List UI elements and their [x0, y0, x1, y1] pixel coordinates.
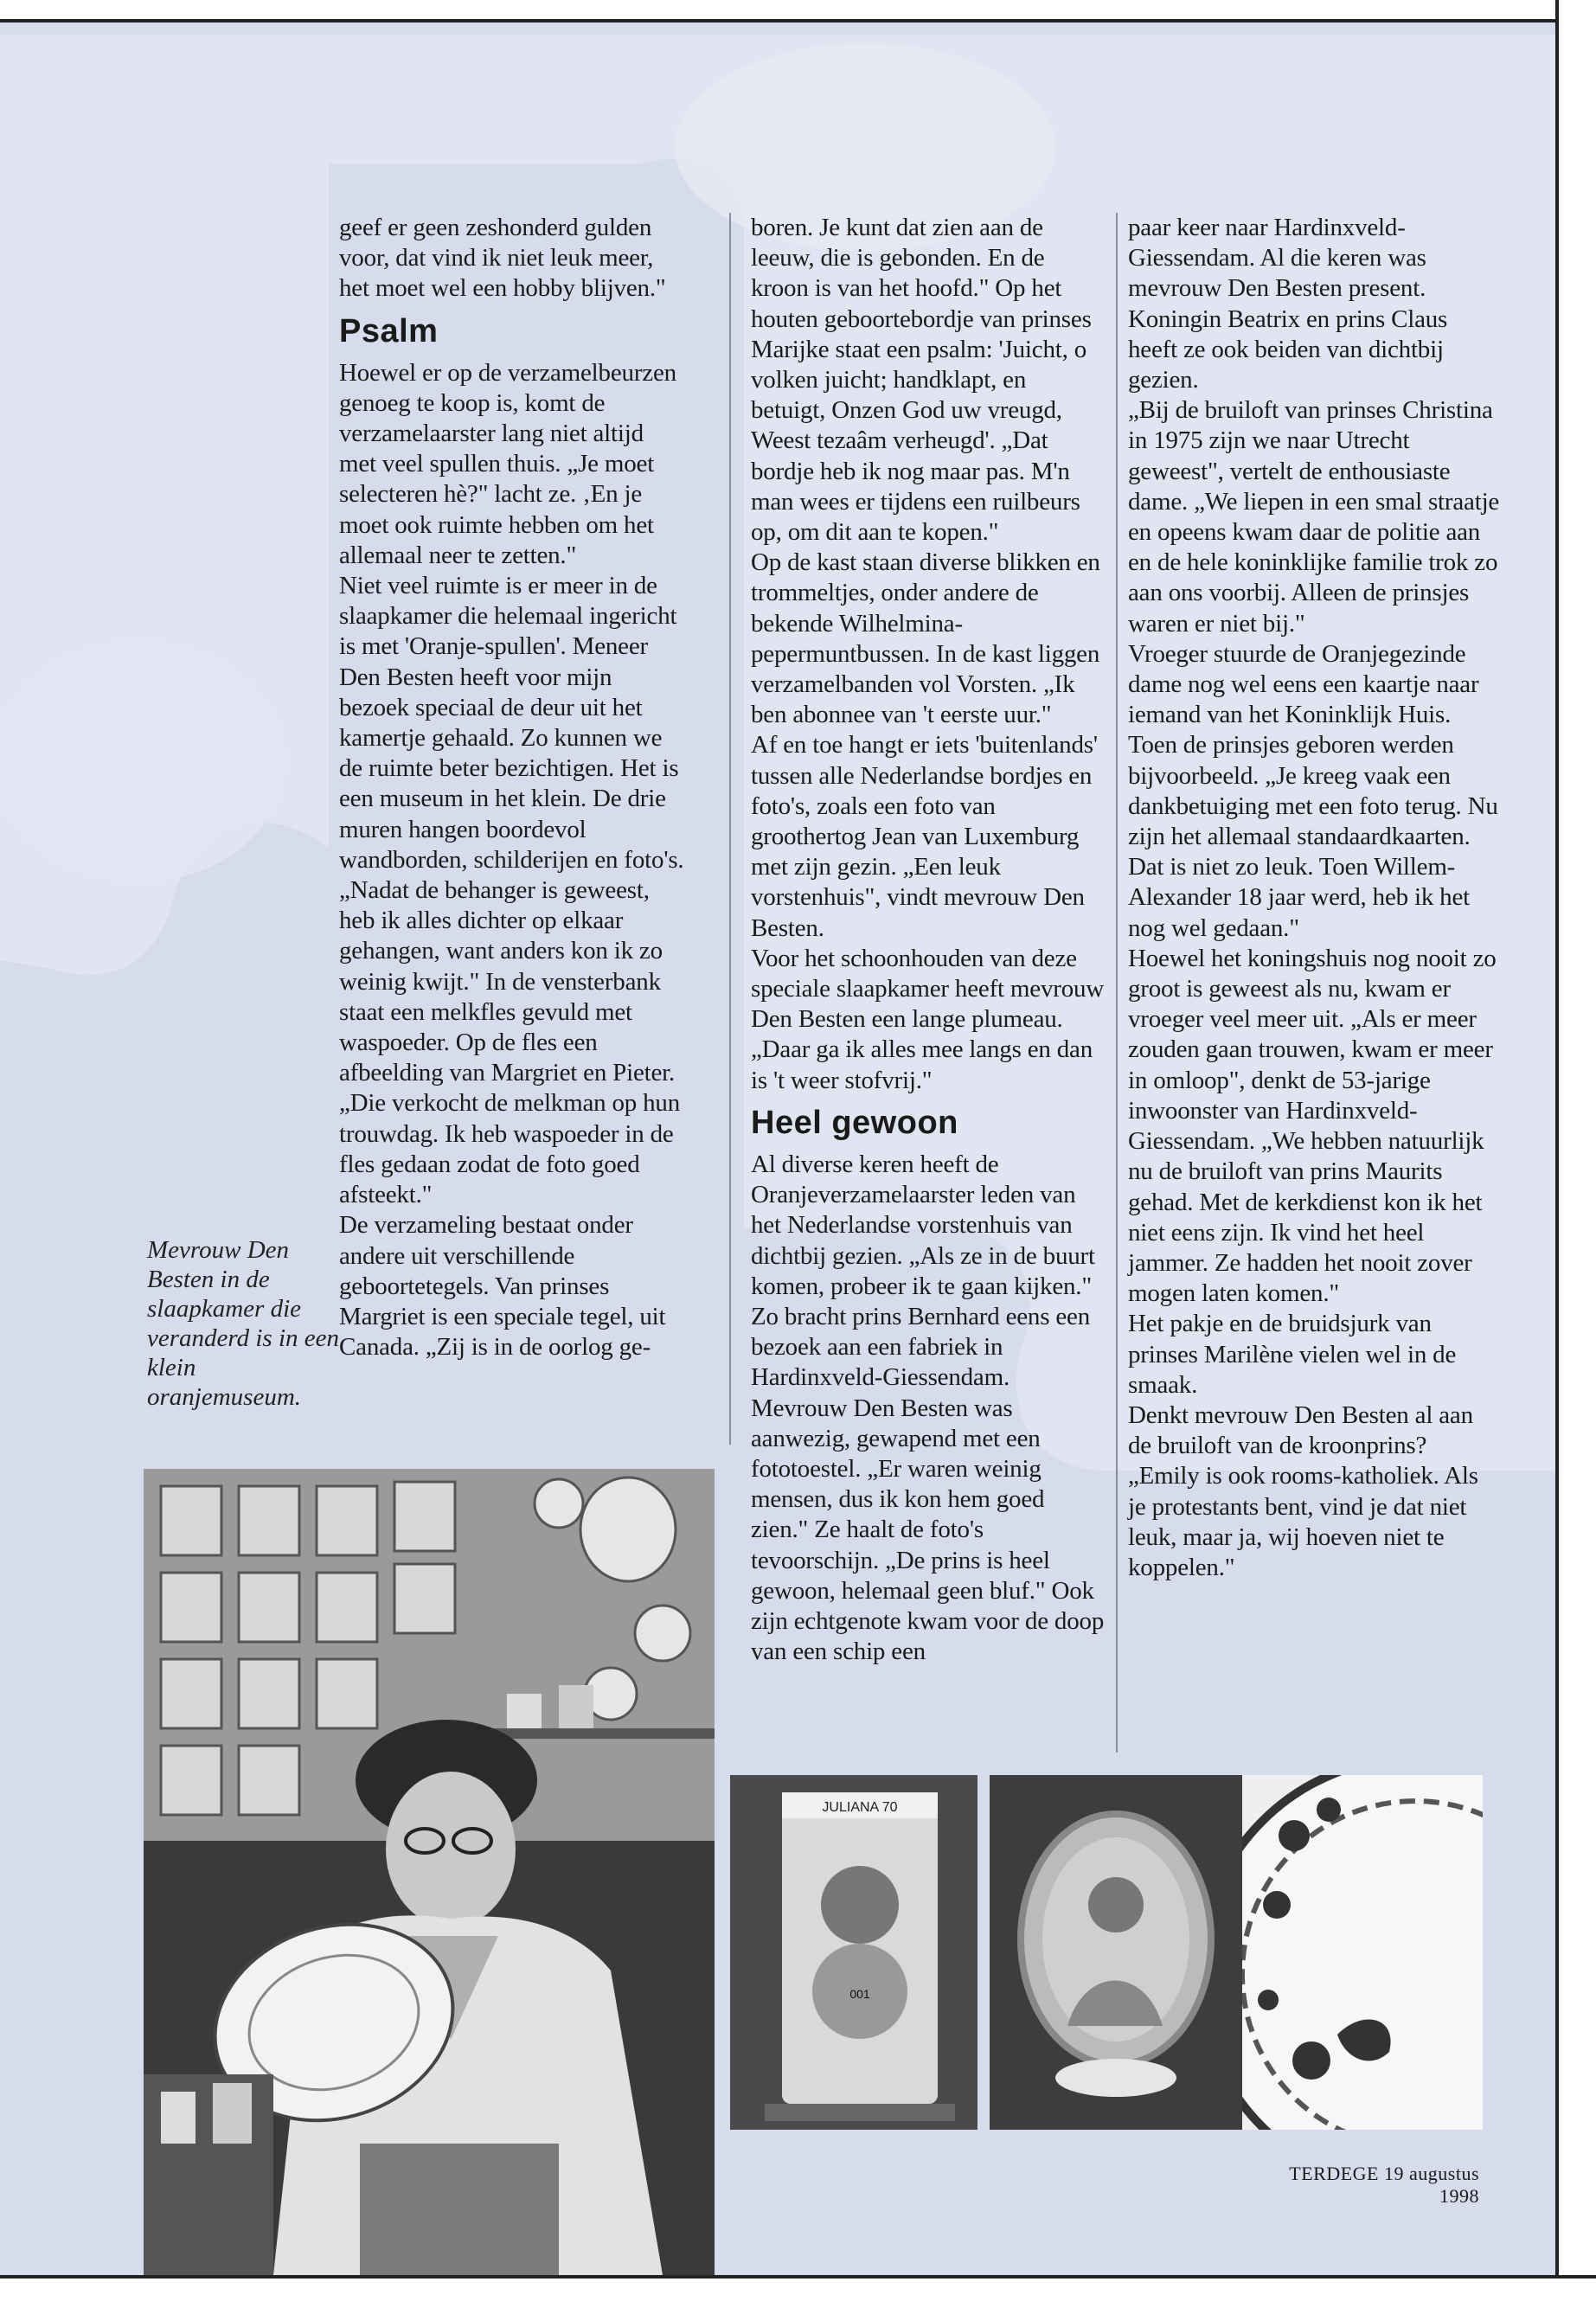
page-margin-right: [1557, 0, 1596, 2301]
subheading-heel-gewoon: Heel gewoon: [751, 1104, 958, 1141]
paragraph: De verzameling bestaat onder andere uit verschillende geboortetegels. Van prinses Margriet is een speciale tegel, uit Canada. „Zij is in de oorlog ge-: [339, 1211, 666, 1362]
subheading-psalm: Psalm: [339, 312, 439, 349]
photo-juliana-mug: [730, 1775, 977, 2130]
photo-caption: Mevrouw Den Besten in de slaapkamer die veranderd is in een klein oranjemuseum.: [147, 1236, 340, 1411]
page-margin-top: [0, 0, 1596, 21]
paragraph: Voor het schoonhouden van deze speciale slaapkamer heeft mevrouw Den Besten een lange plumeau. „Daar ga ik alles mee langs en dan is 't weer stofvrij.": [751, 944, 1105, 1094]
paragraph: „Bij de bruiloft van prinses Christina in 1975 zijn we naar Utrecht geweest", vertelt de enthousiaste dame. „We liepen in een smal straatje en opeens kwam daar de politie aan en de hele koninklijke familie trok zo aan ons voorbij. Alleen de prinsjes waren er niet bij.": [1128, 396, 1500, 638]
paragraph: paar keer naar Hardinxveld-Giessendam. Al die keren was mevrouw Den Besten present. Koningin Beatrix en prins Claus heeft ze ook beiden van dichtbij gezien.: [1128, 214, 1448, 394]
mug-label: JULIANA 70: [822, 1800, 898, 1815]
column-rule-1: [729, 213, 731, 1445]
paragraph: Vroeger stuurde de Oranjegezinde dame nog wel eens een kaartje naar iemand van het Koninklijk Huis. Toen de prinsjes geboren werden bijvoorbeeld. „Je kreeg vaak een dankbetuiging met een foto terug. Nu zijn het allemaal standaardkaarten. Dat is niet zo leuk. Toen Willem-Alexander 18 jaar werd, heb ik het nog wel gedaan.": [1128, 639, 1498, 942]
paragraph: Het pakje en de bruidsjurk van prinses Marilène vielen wel in de smaak.: [1128, 1310, 1457, 1399]
mug-number: 001: [849, 1987, 870, 2001]
article-column-2: [751, 213, 1106, 1667]
paragraph: Hoewel er op de verzamelbeurzen genoeg te koop is, komt de verzamelaarster lang niet altijd met veel spullen thuis. „Je moet selecteren hè?" lacht ze. ‚En je moet ook ruimte hebben om het allemaal neer te zetten.": [339, 358, 676, 569]
paragraph: Hoewel het koningshuis nog nooit zo groot is geweest als nu, kwam er vroeger veel meer uit. „Als er meer zouden gaan trouwen, kwam er meer in omloop", denkt de 53-jarige inwoonster van Hardinxveld-Giessendam. „We hebben natuurlijk nu de bruiloft van prins Maurits gehad. Met de kerkdienst kon ik het niet eens zijn. Ik vind het heel jammer. Ze hadden het nooit zover mogen laten komen.": [1128, 944, 1497, 1308]
paragraph: geef er geen zeshonderd gulden voor, dat vind ik niet leuk meer, het moet wel een hobby blijven.": [339, 214, 666, 303]
paragraph: Denkt mevrouw Den Besten al aan de bruiloft van de kroonprins? „Emily is ook rooms-katholiek. Als je protestants bent, vind je dat niet leuk, maar ja, wij hoeven niet te koppelen.": [1128, 1400, 1478, 1581]
paragraph: Al diverse keren heeft de Oranjeverzamelaarster leden van het Nederlandse vorstenhuis van dichtbij gezien. „Als ze in de buurt komen, probeer ik te gaan kijken." Zo bracht prins Bernhard eens een bezoek aan een fabriek in Hardinxveld-Giessendam. Mevrouw Den Besten was aanwezig, gewapend met een fototoestel. „Er waren weinig mensen, dus ik kon hem goed zien." Ze haalt de foto's tevoorschijn. „De prins is heel gewoon, helemaal geen bluf." Ook zijn echtgenote kwam voor de doop van een schip een: [751, 1150, 1105, 1666]
page-border-bottom: [0, 2275, 1596, 2279]
page-footer: TERDEGE 19 augustus 1998: [1289, 2163, 1479, 2207]
page-border-right: [1555, 0, 1559, 2301]
article-column-1: [339, 213, 685, 1362]
column-rule-2: [1116, 213, 1118, 1753]
page-margin-bottom: [0, 2277, 1596, 2301]
article-column-3: [1128, 213, 1500, 1583]
page-border-top: [0, 19, 1596, 22]
paragraph: Op de kast staan diverse blikken en trommeltjes, onder andere de bekende Wilhelmina-pepermuntbussen. In de kast liggen verzamelbanden vol Vorsten. „Ik ben abonnee van 't eerste uur.": [751, 548, 1100, 729]
photo-delft-plate: [1242, 1775, 1483, 2130]
main-photo: [144, 1469, 715, 2275]
photo-portrait-plate: [990, 1775, 1242, 2130]
paragraph: Niet veel ruimte is er meer in de slaapkamer die helemaal ingericht is met 'Oranje-spullen'. Meneer Den Besten heeft voor mijn bezoek speciaal de deur uit het kamertje gehaald. Zo kunnen we de ruimte beter bezichtigen. Het is een museum in het klein. De drie muren hangen boordevol wandborden, schilderijen en foto's. „Nadat de behanger is geweest, heb ik alles dichter op elkaar gehangen, want anders kon ik zo weinig kwijt." In de vensterbank staat een melkfles gevuld met waspoeder. Op de fles een afbeelding van Margriet en Pieter. „Die verkocht de melkman op hun trouwdag. Ik heb waspoeder in de fles gedaan zodat de foto goed afsteekt.": [339, 572, 684, 1209]
paragraph: boren. Je kunt dat zien aan de leeuw, die is gebonden. En de kroon is van het hoofd." Op het houten geboortebordje van prinses Marijke staat een psalm: 'Juicht, o volken juicht; handklapt, en betuigt, Onzen God uw vreugd, Weest tezaâm verheugd'. „Dat bordje heb ik nog maar pas. M'n man wees er tijdens een ruilbeurs op, om dit aan te kopen.": [751, 214, 1092, 547]
paragraph: Af en toe hangt er iets 'buitenlands' tussen alle Nederlandse bordjes en foto's, zoals een foto van groothertog Jean van Luxemburg met zijn gezin. „Een leuk vorstenhuis", vindt mevrouw Den Besten.: [751, 731, 1098, 942]
